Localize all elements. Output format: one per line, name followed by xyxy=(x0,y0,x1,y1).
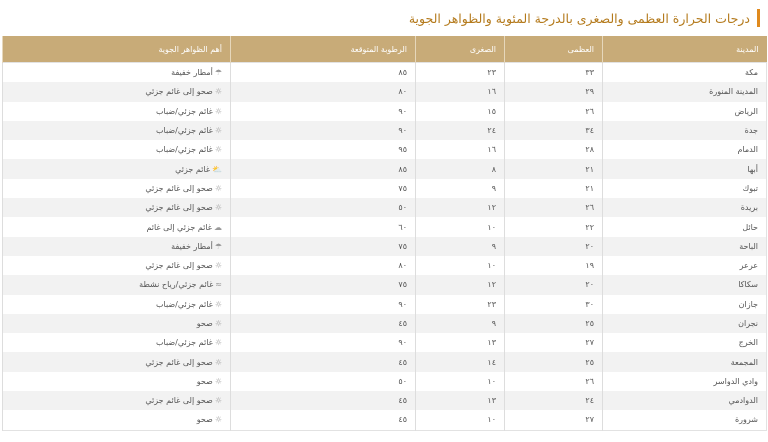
weather-text: صحو إلى غائم جزئي xyxy=(145,357,213,367)
cloud-icon: ☁ xyxy=(214,222,222,232)
city-cell: جدة xyxy=(603,121,767,140)
city-cell: المدينة المنورة xyxy=(603,82,767,101)
max-temp-cell: ٢٥ xyxy=(505,352,603,371)
min-temp-cell: ٢٣ xyxy=(416,295,505,314)
humidity-cell: ٧٥ xyxy=(231,275,416,294)
min-temp-cell: ١٦ xyxy=(416,140,505,159)
min-temp-cell: ١٠ xyxy=(416,256,505,275)
table-row xyxy=(3,217,767,236)
weather-text: غائم جزئي/ضباب xyxy=(155,338,213,348)
table-row xyxy=(3,159,767,178)
city-cell: أبها xyxy=(603,159,767,178)
city-cell: مكة xyxy=(603,63,767,83)
title-accent-bar xyxy=(757,9,760,27)
min-temp-cell: ٢٤ xyxy=(416,121,505,140)
city-cell: نجران xyxy=(603,314,767,333)
city-cell: المجمعة xyxy=(603,352,767,371)
weather-cell xyxy=(3,179,231,198)
page-title: درجات الحرارة العظمى والصغرى بالدرجة المئوية والظواهر الجوية xyxy=(408,10,750,26)
min-temp-cell: ١٣ xyxy=(416,333,505,352)
weather-text: غائم جزئي إلى غائم xyxy=(146,222,212,232)
city-cell: سكاكا xyxy=(603,275,767,294)
sun-icon: ☼ xyxy=(214,338,222,348)
table-row xyxy=(3,102,767,121)
humidity-cell: ٨٥ xyxy=(231,63,416,83)
max-temp-cell: ٢٧ xyxy=(505,410,603,430)
humidity-cell: ٤٥ xyxy=(231,410,416,430)
table-row xyxy=(3,314,767,333)
weather-cell xyxy=(3,198,231,217)
max-temp-cell: ٢٦ xyxy=(505,372,603,391)
weather-text: غائم جزئي/ضباب xyxy=(155,145,213,155)
table-row xyxy=(3,333,767,352)
header-weather: أهم الظواهر الجوية xyxy=(3,36,231,63)
max-temp-cell: ٢٦ xyxy=(505,198,603,217)
table-row xyxy=(3,391,767,410)
max-temp-cell: ٢٤ xyxy=(505,391,603,410)
min-temp-cell: ١٠ xyxy=(416,410,505,430)
min-temp-cell: ١٠ xyxy=(416,217,505,236)
humidity-cell: ٧٥ xyxy=(231,237,416,256)
sun-icon: ☼ xyxy=(214,357,222,367)
table-row xyxy=(3,295,767,314)
weather-text: صحو إلى غائم جزئي xyxy=(145,261,213,271)
min-temp-cell: ١٢ xyxy=(416,198,505,217)
min-temp-cell: ٩ xyxy=(416,179,505,198)
weather-text: صحو xyxy=(196,376,213,386)
humidity-cell: ٩٠ xyxy=(231,121,416,140)
weather-cell xyxy=(3,314,231,333)
city-cell: وادي الدواسر xyxy=(603,372,767,391)
table-header-row xyxy=(3,36,767,63)
min-temp-cell: ١٦ xyxy=(416,82,505,101)
weather-text: غائم جزئي/ضباب xyxy=(155,299,213,309)
humidity-cell: ٥٠ xyxy=(231,372,416,391)
city-cell: الرياض xyxy=(603,102,767,121)
section-header xyxy=(409,9,760,27)
city-cell: شرورة xyxy=(603,410,767,430)
weather-text: غائم جزئي/رياح نشطة xyxy=(139,280,214,290)
weather-text: صحو xyxy=(196,415,213,425)
weather-cell xyxy=(3,333,231,352)
weather-cell xyxy=(3,295,231,314)
humidity-cell: ٨٠ xyxy=(231,256,416,275)
sun-icon: ☼ xyxy=(214,203,222,213)
sun-icon: ☼ xyxy=(214,396,222,406)
min-temp-cell: ٢٣ xyxy=(416,63,505,83)
weather-cell xyxy=(3,410,231,430)
weather-cell xyxy=(3,275,231,294)
rain-icon: ☂ xyxy=(214,68,222,78)
humidity-cell: ٩٥ xyxy=(231,140,416,159)
weather-cell xyxy=(3,217,231,236)
max-temp-cell: ٢٦ xyxy=(505,102,603,121)
sun-icon: ☼ xyxy=(214,145,222,155)
sun-icon: ☼ xyxy=(214,299,222,309)
max-temp-cell: ٣٤ xyxy=(505,121,603,140)
weather-text: صحو إلى غائم جزئي xyxy=(145,396,213,406)
weather-cell xyxy=(3,82,231,101)
weather-text: أمطار خفيفة xyxy=(171,241,213,251)
min-temp-cell: ١٥ xyxy=(416,102,505,121)
sun-cloud-icon: ⛅ xyxy=(212,164,222,174)
table-row xyxy=(3,237,767,256)
humidity-cell: ٧٥ xyxy=(231,179,416,198)
max-temp-cell: ٢١ xyxy=(505,159,603,178)
city-cell: جازان xyxy=(603,295,767,314)
humidity-cell: ٩٠ xyxy=(231,333,416,352)
weather-cell xyxy=(3,140,231,159)
weather-cell xyxy=(3,391,231,410)
table-row xyxy=(3,372,767,391)
sun-icon: ☼ xyxy=(214,183,222,193)
humidity-cell: ٥٠ xyxy=(231,198,416,217)
city-cell: الدمام xyxy=(603,140,767,159)
table-row xyxy=(3,352,767,371)
weather-cell xyxy=(3,159,231,178)
city-cell: تبوك xyxy=(603,179,767,198)
humidity-cell: ٩٠ xyxy=(231,102,416,121)
humidity-cell: ٨٠ xyxy=(231,82,416,101)
min-temp-cell: ٩ xyxy=(416,314,505,333)
max-temp-cell: ٢٨ xyxy=(505,140,603,159)
humidity-cell: ٤٥ xyxy=(231,352,416,371)
weather-text: أمطار خفيفة xyxy=(171,68,213,78)
weather-cell xyxy=(3,102,231,121)
max-temp-cell: ٢١ xyxy=(505,179,603,198)
city-cell: الدوادمي xyxy=(603,391,767,410)
city-cell: الباحة xyxy=(603,237,767,256)
weather-cell xyxy=(3,63,231,83)
min-temp-cell: ١٠ xyxy=(416,372,505,391)
weather-table xyxy=(2,36,767,431)
max-temp-cell: ٢٩ xyxy=(505,82,603,101)
table-row xyxy=(3,121,767,140)
table-row xyxy=(3,275,767,294)
header-humidity: الرطوبة المتوقعة xyxy=(231,36,416,63)
weather-cell xyxy=(3,352,231,371)
sun-icon: ☼ xyxy=(214,376,222,386)
sun-icon: ☼ xyxy=(214,106,222,116)
weather-text: صحو إلى غائم جزئي xyxy=(145,183,213,193)
max-temp-cell: ٢٠ xyxy=(505,275,603,294)
max-temp-cell: ٢٠ xyxy=(505,237,603,256)
header-city: المدينة xyxy=(603,36,767,63)
sun-icon: ☼ xyxy=(214,261,222,271)
max-temp-cell: ٢٢ xyxy=(505,217,603,236)
weather-cell xyxy=(3,256,231,275)
weather-cell xyxy=(3,237,231,256)
table-row xyxy=(3,140,767,159)
humidity-cell: ٩٠ xyxy=(231,295,416,314)
sun-icon: ☼ xyxy=(214,319,222,328)
weather-text: غائم جزئي/ضباب xyxy=(155,126,213,136)
sun-icon: ☼ xyxy=(214,415,222,425)
header-min: الصغرى xyxy=(416,36,505,63)
table-row xyxy=(3,410,767,430)
max-temp-cell: ٣٣ xyxy=(505,63,603,83)
weather-text: صحو إلى غائم جزئي xyxy=(145,87,213,97)
table-row xyxy=(3,82,767,101)
min-temp-cell: ١٤ xyxy=(416,352,505,371)
city-cell: عرعر xyxy=(603,256,767,275)
humidity-cell: ٤٥ xyxy=(231,314,416,333)
humidity-cell: ٤٥ xyxy=(231,391,416,410)
weather-cell xyxy=(3,121,231,140)
max-temp-cell: ٢٥ xyxy=(505,314,603,333)
wind-icon: ≈ xyxy=(215,280,222,290)
weather-text: غائم جزئي xyxy=(175,164,211,174)
weather-cell xyxy=(3,372,231,391)
max-temp-cell: ٢٧ xyxy=(505,333,603,352)
weather-text: صحو xyxy=(196,319,213,328)
max-temp-cell: ٣٠ xyxy=(505,295,603,314)
min-temp-cell: ٨ xyxy=(416,159,505,178)
weather-text: غائم جزئي/ضباب xyxy=(155,106,213,116)
rain-icon: ☂ xyxy=(214,241,222,251)
city-cell: حائل xyxy=(603,217,767,236)
table-row xyxy=(3,179,767,198)
city-cell: الخرج xyxy=(603,333,767,352)
city-cell: بريدة xyxy=(603,198,767,217)
header-max: العظمى xyxy=(505,36,603,63)
weather-text: صحو إلى غائم جزئي xyxy=(145,203,213,213)
table-row xyxy=(3,256,767,275)
humidity-cell: ٦٠ xyxy=(231,217,416,236)
min-temp-cell: ١٢ xyxy=(416,275,505,294)
sun-icon: ☼ xyxy=(214,126,222,136)
sun-icon: ☼ xyxy=(214,87,222,97)
table-row xyxy=(3,63,767,83)
table-row xyxy=(3,198,767,217)
min-temp-cell: ٩ xyxy=(416,237,505,256)
humidity-cell: ٨٥ xyxy=(231,159,416,178)
max-temp-cell: ١٩ xyxy=(505,256,603,275)
min-temp-cell: ١٣ xyxy=(416,391,505,410)
